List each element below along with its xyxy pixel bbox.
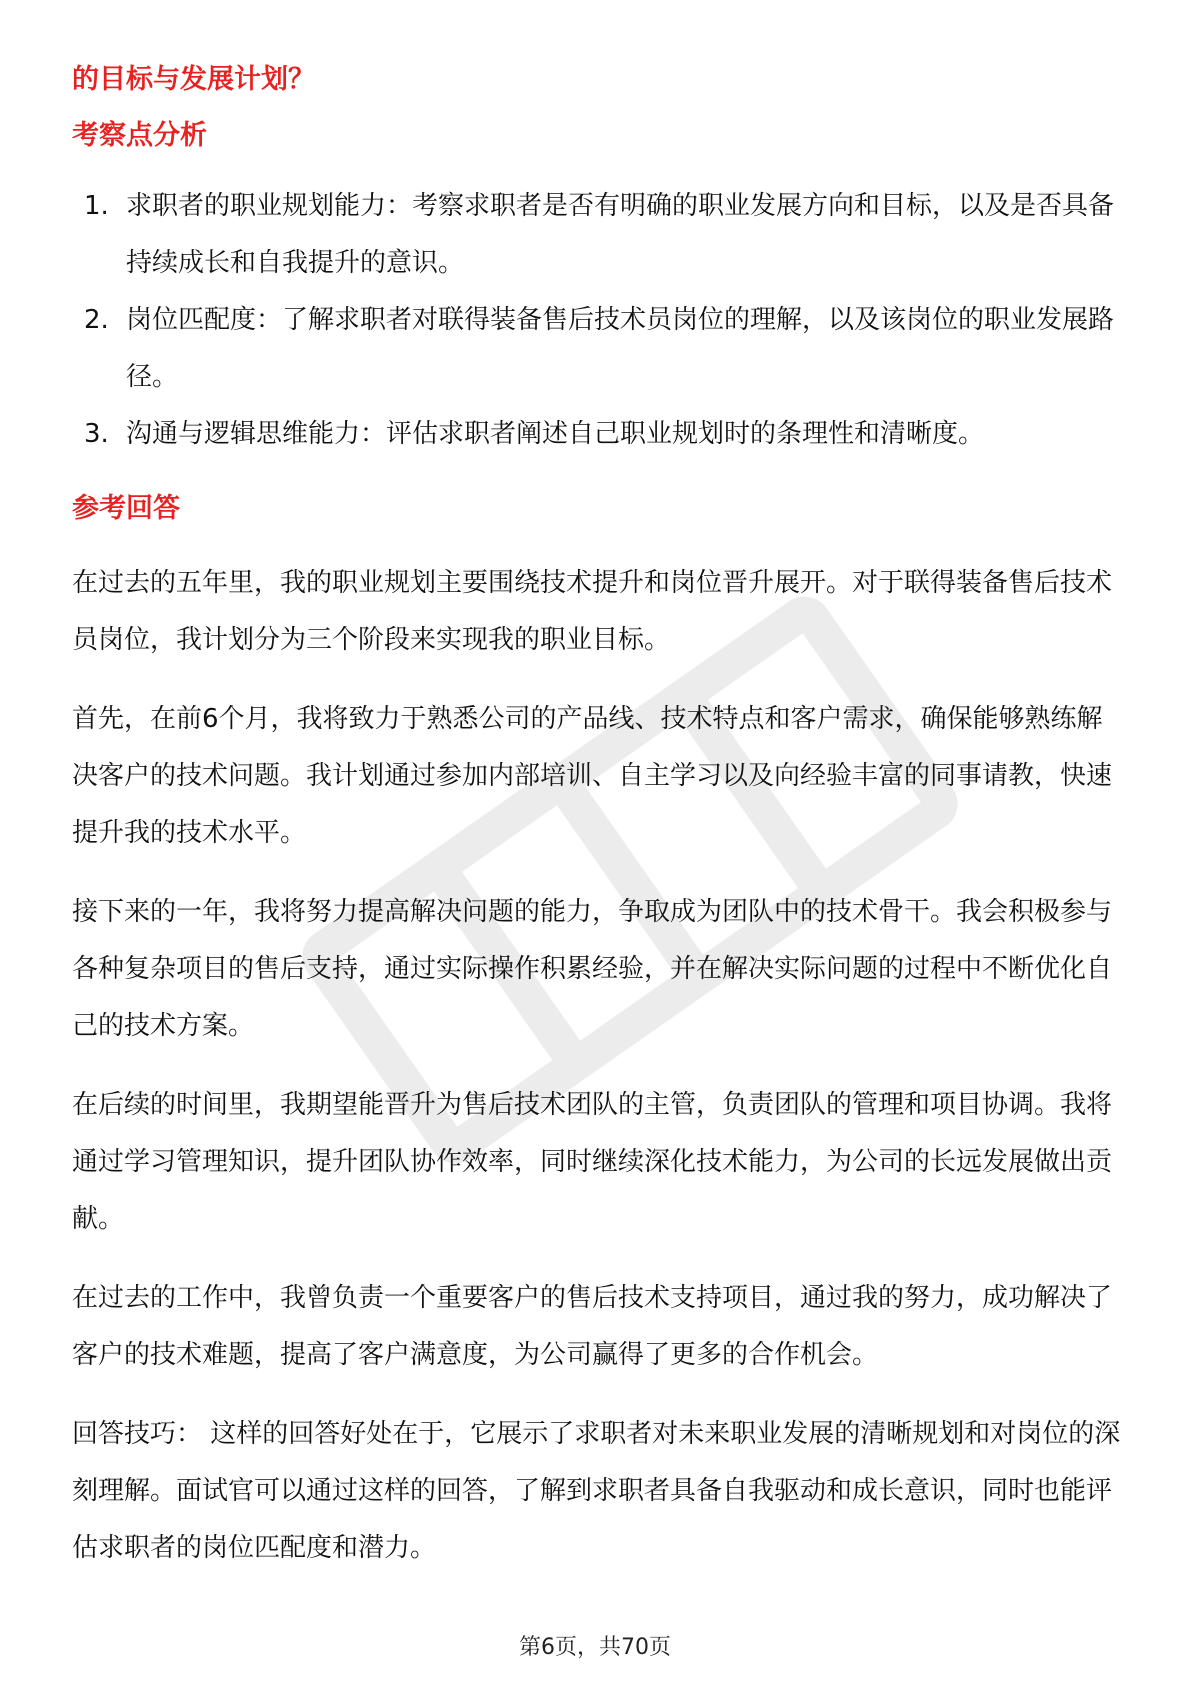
answer-heading: 参考回答 (72, 493, 180, 524)
answer-paragraph: 在过去的工作中，我曾负责一个重要客户的售后技术支持项目，通过我的努力，成功解决了客户的技术难题，提高了客户满意度，为公司赢得了更多的合作机会。 (72, 1283, 1113, 1370)
answer-tips-paragraph: 回答技巧： 这样的回答好处在于，它展示了求职者对未来职业发展的清晰规划和对岗位的深刻理解。面试官可以通过这样的回答，了解到求职者具备自我驱动和成长意识，同时也能评估求职者的岗位匹配度和潜力。 (72, 1419, 1121, 1563)
answer-paragraph: 接下来的一年，我将努力提高解决问题的能力，争取成为团队中的技术骨干。我会积极参与各种复杂项目的售后支持，通过实际操作积累经验，并在解决实际问题的过程中不断优化自己的技术方案。 (72, 897, 1113, 1041)
analysis-heading: 考察点分析 (72, 120, 207, 151)
analysis-list (72, 178, 1122, 463)
page-number: 第6页，共70页 (519, 1635, 671, 1660)
answer-paragraph: 首先，在前6个月，我将致力于熟悉公司的产品线、技术特点和客户需求，确保能够熟练解决客户的技术问题。我计划通过参加内部培训、自主学习以及向经验丰富的同事请教，快速提升我的技术水平。 (72, 704, 1113, 848)
answer-paragraph: 在后续的时间里，我期望能晋升为售后技术团队的主管，负责团队的管理和项目协调。我将通过学习管理知识，提升团队协作效率，同时继续深化技术能力，为公司的长远发展做出贡献。 (72, 1090, 1113, 1234)
list-item: 2. 岗位匹配度：了解求职者对联得装备售后技术员岗位的理解，以及该岗位的职业发展路径。 (84, 305, 1115, 392)
list-item: 3. 沟通与逻辑思维能力：评估求职者阐述自己职业规划时的条理性和清晰度。 (84, 419, 985, 449)
list-item: 1. 求职者的职业规划能力：考察求职者是否有明确的职业发展方向和目标，以及是否具备持续成长和自我提升的意识。 (84, 191, 1115, 278)
question-title-continued: 的目标与发展计划？ (72, 64, 315, 95)
page-content (72, 52, 1122, 1577)
answer-paragraph: 在过去的五年里，我的职业规划主要围绕技术提升和岗位晋升展开。对于联得装备售后技术员岗位，我计划分为三个阶段来实现我的职业目标。 (72, 568, 1113, 655)
